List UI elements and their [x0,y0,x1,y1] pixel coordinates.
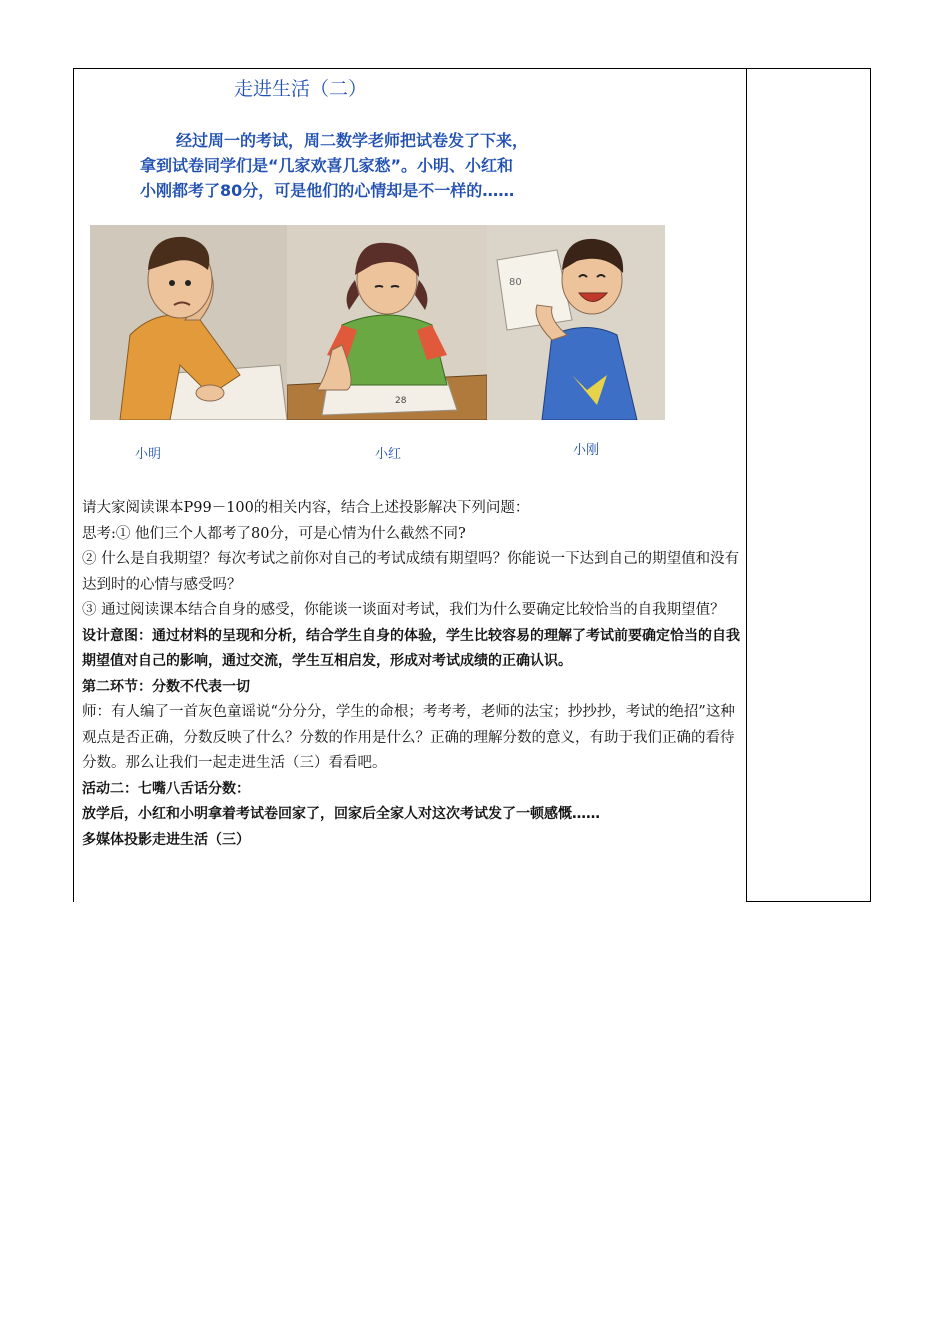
table-border [73,68,871,69]
svg-text:28: 28 [395,396,407,406]
section-heading: 第二环节：分数不代表一切 [82,678,250,695]
intro-line: 拿到试卷同学们是“几家欢喜几家愁”。小明、小红和 [140,156,514,175]
intro-line: 小刚都考了80分，可是他们的心情却是不一样的…… [140,181,515,200]
intro-line: 经过周一的考试，周二数学老师把试卷发了下来， [176,131,529,150]
question-1: 思考:① 他们三个人都考了80分，可是心情为什么截然不同? [82,525,466,542]
table-border [746,901,871,902]
teacher-remark: 师：有人编了一首灰色童谣说“分分分，学生的命根；考考考，老师的法宝；抄抄抄，考试的绝招”这种观点是否正确，分数反映了什么？分数的作用是什么？正确的理解分数的意义，有助于我们正确的看待分数。那么让我们一起走进生活（三）看看吧。 [82,704,735,771]
question-3: ③ 通过阅读课本结合自身的感受，你能谈一谈面对考试，我们为什么要确定比较恰当的自我期望值？ [82,602,725,618]
reading-instruction: 请大家阅读课本P99－100的相关内容，结合上述投影解决下列问题： [82,500,530,516]
multimedia-note: 多媒体投影走进生活（三） [82,831,250,848]
slide-title: 走进生活（二） [234,78,368,100]
activity-heading: 活动二：七嘴八舌话分数： [82,780,250,797]
slide-intro [140,128,600,203]
caption-xiaogang: 小刚 [573,443,600,458]
question-2: ② 什么是自我期望？每次考试之前你对自己的考试成绩有期望吗？你能说一下达到自己的期望值和没有达到时的心情与感受吗？ [82,551,740,593]
lesson-body [82,496,742,853]
design-intent: 设计意图：通过材料的呈现和分析，结合学生自身的体验，学生比较容易的理解了考试前要确定恰当的自我期望值对自己的影响，通过交流，学生互相启发，形成对考试成绩的正确认识。 [82,627,740,669]
caption-xiaoming: 小明 [135,447,162,462]
table-border [73,68,74,902]
illustration-xiaohong [287,225,487,420]
table-border [746,68,747,902]
caption-xiaohong: 小红 [375,447,402,462]
activity-scenario: 放学后，小红和小明拿着考试卷回家了，回家后全家人对这次考试发了一顿感慨…… [82,806,600,822]
illustration-xiaogang [487,225,665,420]
illustration-xiaoming [90,225,287,420]
svg-text:80: 80 [509,277,522,288]
table-border [870,68,871,902]
